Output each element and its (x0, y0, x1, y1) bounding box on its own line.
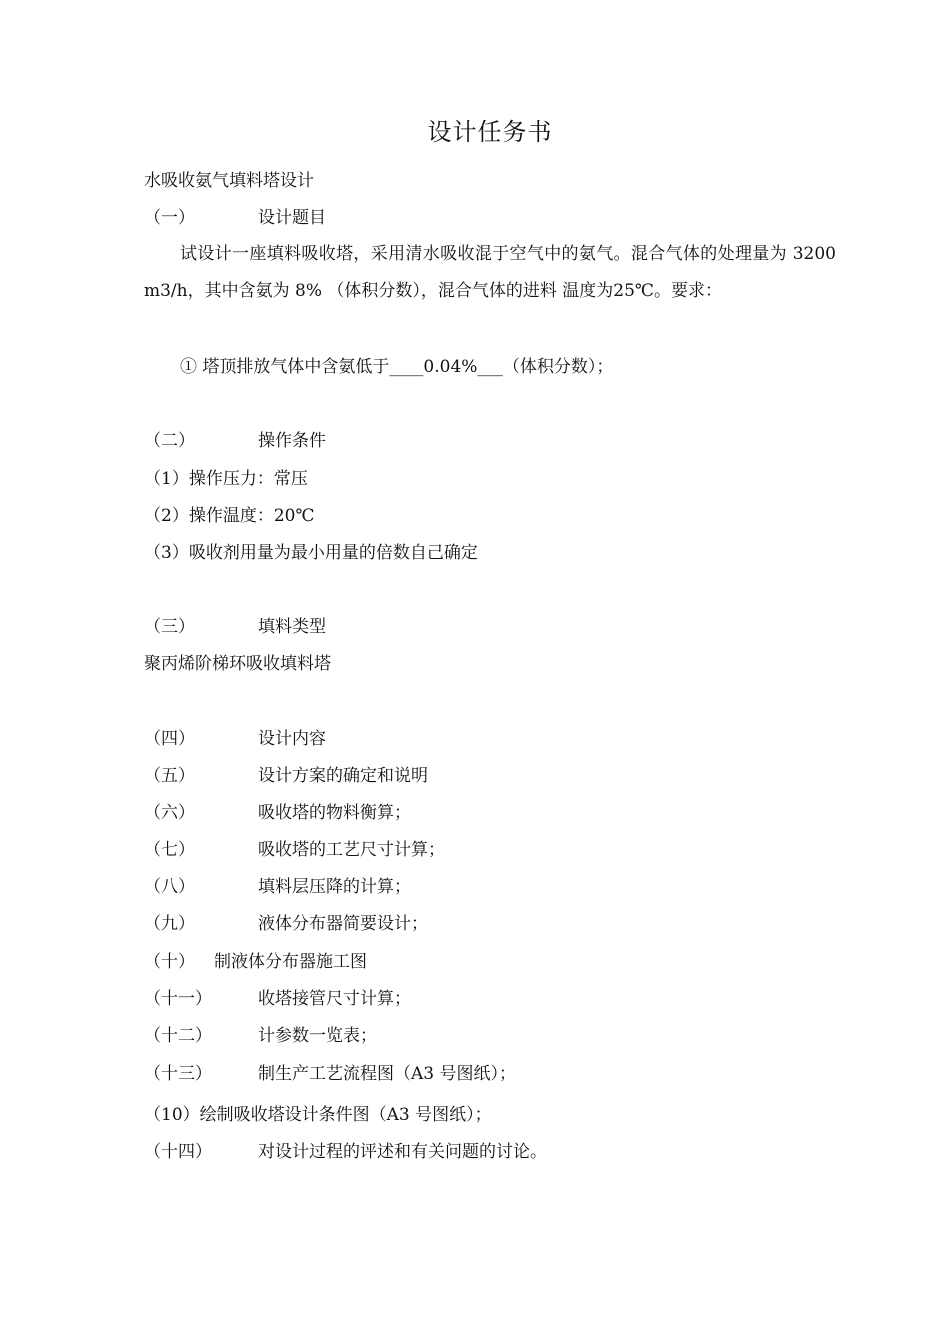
section-11-heading (144, 987, 411, 1011)
requirement-1: ① 塔顶排放气体中含氨低于____0.04%___（体积分数）； (180, 357, 614, 377)
section-7-number: （七） (144, 840, 195, 860)
section-4-number: （四） (144, 729, 195, 749)
document-title: 设计任务书 (427, 118, 553, 146)
section-7-label: 吸收塔的工艺尺寸计算； (258, 840, 445, 860)
section-13-heading (144, 1062, 516, 1086)
packing-type: 聚丙烯阶梯环吸收填料塔 (144, 654, 331, 674)
section-10-number: （十） (144, 952, 195, 972)
section-2-heading (144, 429, 326, 453)
section-4-heading (144, 727, 326, 751)
section-12-label: 计参数一览表； (258, 1026, 377, 1046)
section-13-number: （十三） (144, 1064, 212, 1084)
section-5-number: （五） (144, 766, 195, 786)
section-8-heading (144, 875, 411, 899)
document-subtitle: 水吸收氨气填料塔设计 (144, 171, 314, 191)
section-5-heading (144, 764, 428, 788)
item-10: （10）绘制吸收塔设计条件图（A3 号图纸）； (144, 1105, 492, 1125)
condition-2: （2）操作温度：20℃ (144, 506, 315, 526)
section-14-label: 对设计过程的评述和有关问题的讨论。 (258, 1142, 547, 1162)
section-14-number: （十四） (144, 1142, 212, 1162)
section-12-heading (144, 1024, 377, 1048)
section-9-label: 液体分布器简要设计； (258, 914, 428, 934)
condition-3: （3）吸收剂用量为最小用量的倍数自己确定 (144, 543, 478, 563)
section-7-heading (144, 838, 445, 862)
task-paragraph: 试设计一座填料吸收塔，采用清水吸收混于空气中的氨气。混合气体的处理量为 3200 m3/h，其中含氨为 8% （体积分数），混合气体的进料 温度为25℃。要求： (144, 244, 836, 301)
section-4-label: 设计内容 (258, 729, 326, 749)
section-9-number: （九） (144, 914, 195, 934)
section-11-number: （十一） (144, 989, 212, 1009)
section-5-label: 设计方案的确定和说明 (258, 766, 428, 786)
section-9-heading (144, 912, 428, 936)
section-1-heading (144, 206, 326, 230)
section-1-number: （一） (144, 208, 195, 228)
section-6-label: 吸收塔的物料衡算； (258, 803, 411, 823)
section-2-number: （二） (144, 431, 195, 451)
section-3-label: 填料类型 (258, 617, 326, 637)
section-2-label: 操作条件 (258, 431, 326, 451)
section-11-label: 收塔接管尺寸计算； (258, 989, 411, 1009)
section-8-label: 填料层压降的计算； (258, 877, 411, 897)
section-12-number: （十二） (144, 1026, 212, 1046)
section-3-heading (144, 615, 326, 639)
condition-1: （1）操作压力：常压 (144, 469, 308, 489)
section-14-heading (144, 1140, 547, 1164)
section-1-label: 设计题目 (258, 208, 326, 228)
section-13-label: 制生产工艺流程图（A3 号图纸）； (258, 1064, 516, 1084)
section-10-label: 制液体分布器施工图 (214, 952, 367, 972)
section-6-heading (144, 801, 411, 825)
section-6-number: （六） (144, 803, 195, 823)
section-8-number: （八） (144, 877, 195, 897)
section-10-heading (144, 950, 367, 974)
section-3-number: （三） (144, 617, 195, 637)
